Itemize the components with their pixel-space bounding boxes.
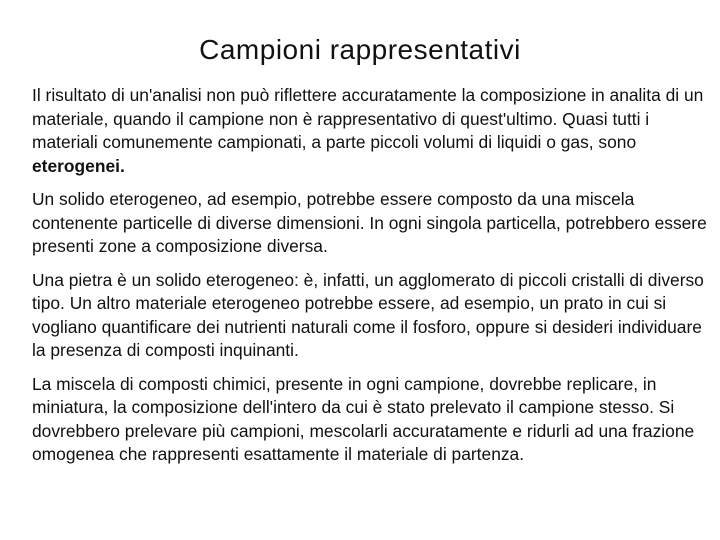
- paragraph-1-bold: eterogenei.: [32, 155, 125, 176]
- paragraph-4-text: La miscela di composti chimici, presente in ogni campione, dovrebbe replicare, in miniatura, la composizione dell'intero da cui è stato prelevato il campione stesso. Si dovrebbero prelevare più campioni, mescolarli accuratamente e ridurli ad una frazione omogenea che rappresenti esattamente il materiale di partenza.: [32, 373, 695, 464]
- paragraph-3: [32, 269, 716, 363]
- paragraph-3-text: Una pietra è un solido eterogeneo: è, infatti, un agglomerato di piccoli cristalli di diverso tipo. Un altro materiale eterogeneo potrebbe essere, ad esempio, un prato in cui si vogliano quantificare dei nutrienti naturali come il fosforo, oppure si desideri individuare la presenza di composti inquinanti.: [32, 269, 704, 360]
- slide-title: Campioni rappresentativi: [199, 34, 521, 65]
- paragraph-2-text: Un solido eterogeneo, ad esempio, potrebbe essere composto da una miscela contenente particelle di diverse dimensioni. In ogni singola particella, potrebbero essere presenti zone a composizione diversa.: [32, 189, 707, 256]
- paragraph-4: [32, 373, 716, 467]
- paragraph-2: [32, 188, 716, 259]
- paragraph-1: [32, 84, 716, 178]
- paragraph-1-text: Il risultato di un'analisi non può riflettere accuratamente la composizione in analita di un materiale, quando il campione non è rappresentativo di quest'ultimo. Quasi tutti i materiali comunemente campionati, a parte piccoli volumi di liquidi o gas, sono: [32, 85, 704, 152]
- slide-body: [32, 84, 716, 477]
